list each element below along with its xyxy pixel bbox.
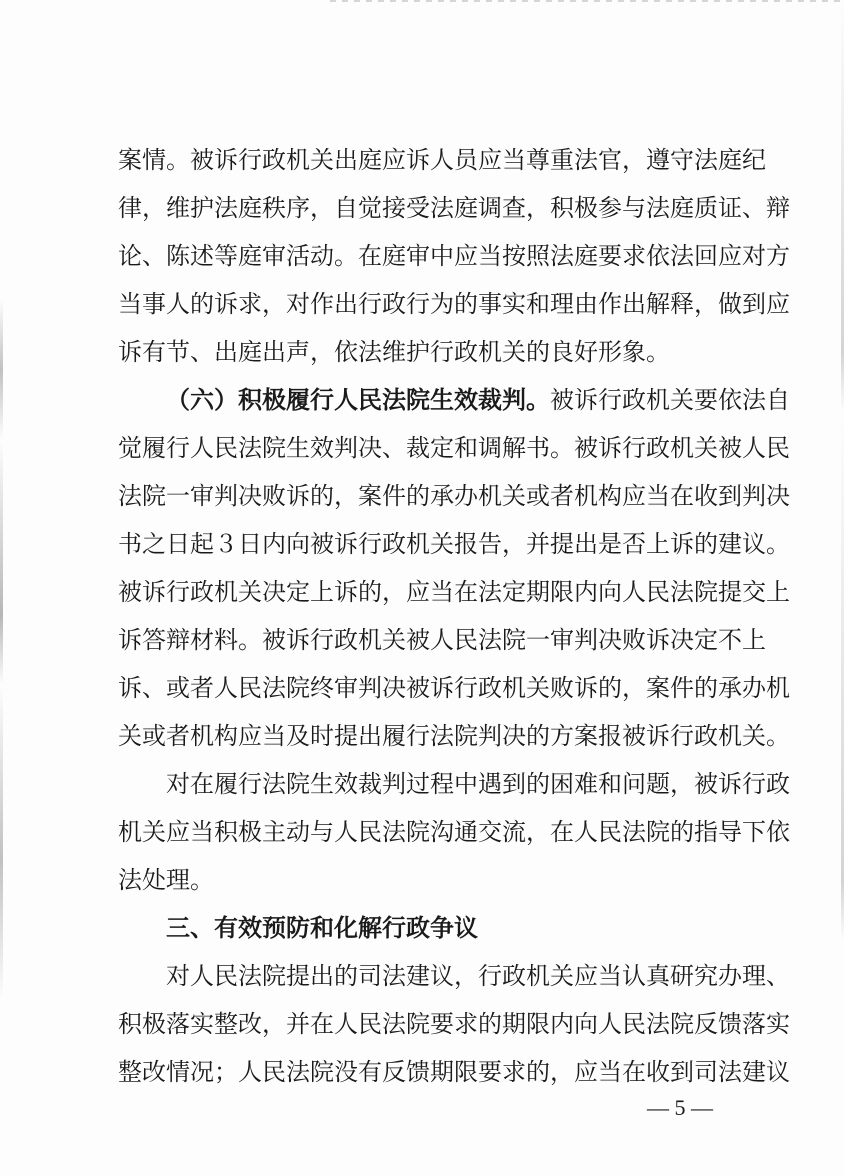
text-line: 觉履行人民法院生效判决、裁定和调解书。被诉行政机关被人民 — [118, 434, 790, 462]
text-line: 诉答辩材料。被诉行政机关被人民法院一审判决败诉决定不上 — [118, 626, 766, 654]
text-line: 书之日起３日内向被诉行政机关报告，并提出是否上诉的建议。 — [118, 530, 790, 558]
text-line: 案情。被诉行政机关出庭应诉人员应当尊重法官，遵守法庭纪 — [118, 146, 766, 174]
text-line: 律，维护法庭秩序，自觉接受法庭调查，积极参与法庭质证、辩 — [118, 194, 790, 222]
text-line: 对在履行法院生效裁判过程中遇到的困难和问题，被诉行政 — [166, 770, 790, 798]
text-line: 被诉行政机关决定上诉的，应当在法定期限内向人民法院提交上 — [118, 578, 790, 606]
page-number: — 5 — — [647, 1095, 713, 1120]
text-line: 诉有节、出庭出声，依法维护行政机关的良好形象。 — [118, 338, 670, 366]
text-line: 关或者机构应当及时提出履行法院判决的方案报被诉行政机关。 — [118, 722, 790, 750]
text-line: 论、陈述等庭审活动。在庭审中应当按照法庭要求依法回应对方 — [118, 242, 790, 270]
section-6-first-line-rest: 被诉行政机关要依法自 — [550, 386, 790, 414]
section-3-heading: 三、有效预防和化解行政争议 — [166, 914, 478, 942]
scan-edge-left — [0, 300, 3, 1000]
text-line: 对人民法院提出的司法建议，行政机关应当认真研究办理、 — [166, 962, 790, 990]
text-line: 法处理。 — [118, 866, 214, 894]
section-6-first-line — [166, 382, 790, 418]
scan-edge-top — [330, 0, 844, 2]
section-6-heading: （六）积极履行人民法院生效裁判。 — [166, 385, 550, 414]
text-line: 积极落实整改，并在人民法院要求的期限内向人民法院反馈落实 — [118, 1010, 790, 1038]
text-line: 诉、或者人民法院终审判决被诉行政机关败诉的，案件的承办机 — [118, 674, 790, 702]
text-line: 法院一审判决败诉的，案件的承办机关或者机构应当在收到判决 — [118, 482, 790, 510]
text-line: 机关应当积极主动与人民法院沟通交流，在人民法院的指导下依 — [118, 818, 790, 846]
text-line: 整改情况；人民法院没有反馈期限要求的，应当在收到司法建议 — [118, 1058, 790, 1086]
text-line: 当事人的诉求，对作出行政行为的事实和理由作出解释，做到应 — [118, 290, 790, 318]
